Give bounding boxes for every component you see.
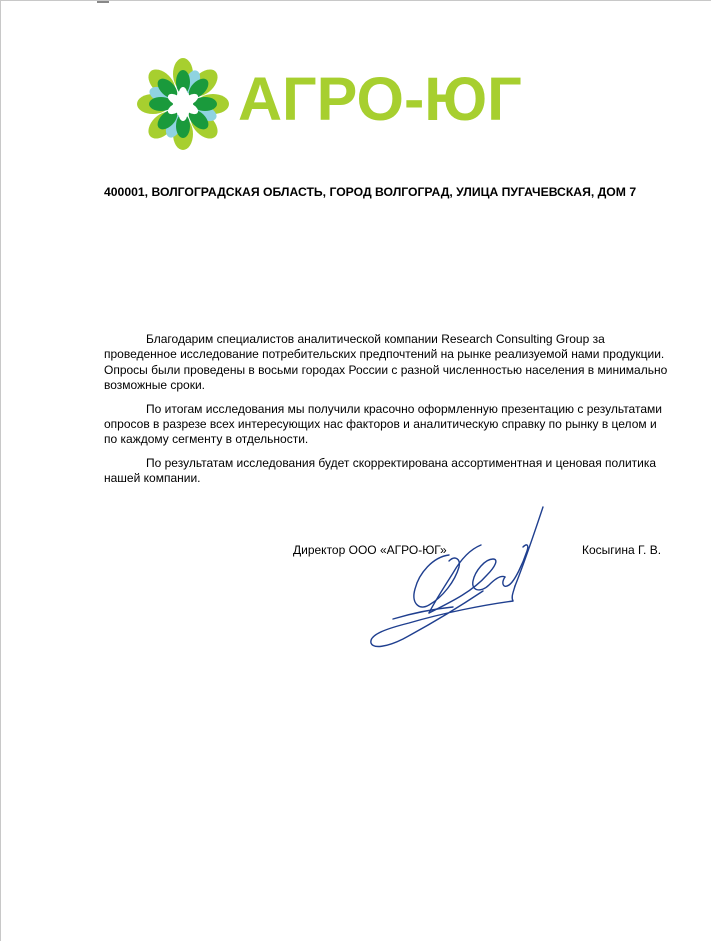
paragraph-3: По результатам исследования будет скорректирована ассортиментная и ценовая политика нашей компании. <box>104 455 657 486</box>
company-name-logo: АГРО-ЮГ <box>238 65 522 133</box>
letter-body <box>104 332 669 495</box>
handwritten-signature-icon <box>363 501 549 653</box>
flower-logo-icon <box>136 58 236 150</box>
page-edge-mark <box>97 1 109 3</box>
paragraph-1: Благодарим специалистов аналитической компании Research Consulting Group за проведенное исследование потребительских предпочтений на рынке реализуемой нами продукции. Опросы были проведены в восьми городах России с разной численностью населения в минимально возможные сроки. <box>104 332 668 393</box>
paragraph-2: По итогам исследования мы получили красочно оформленную презентацию с результатами опросов в разрезе всех интересующих нас факторов и аналитическую справку по рынку в целом и по каждому сегменту в отдельности. <box>104 401 662 447</box>
signatory-title: Директор ООО «АГРО-ЮГ» <box>293 543 447 557</box>
company-address: 400001, ВОЛГОГРАДСКАЯ ОБЛАСТЬ, ГОРОД ВОЛГОГРАД, УЛИЦА ПУГАЧЕВСКАЯ, ДОМ 7 <box>104 185 637 199</box>
signatory-name: Косыгина Г. В. <box>582 543 662 557</box>
